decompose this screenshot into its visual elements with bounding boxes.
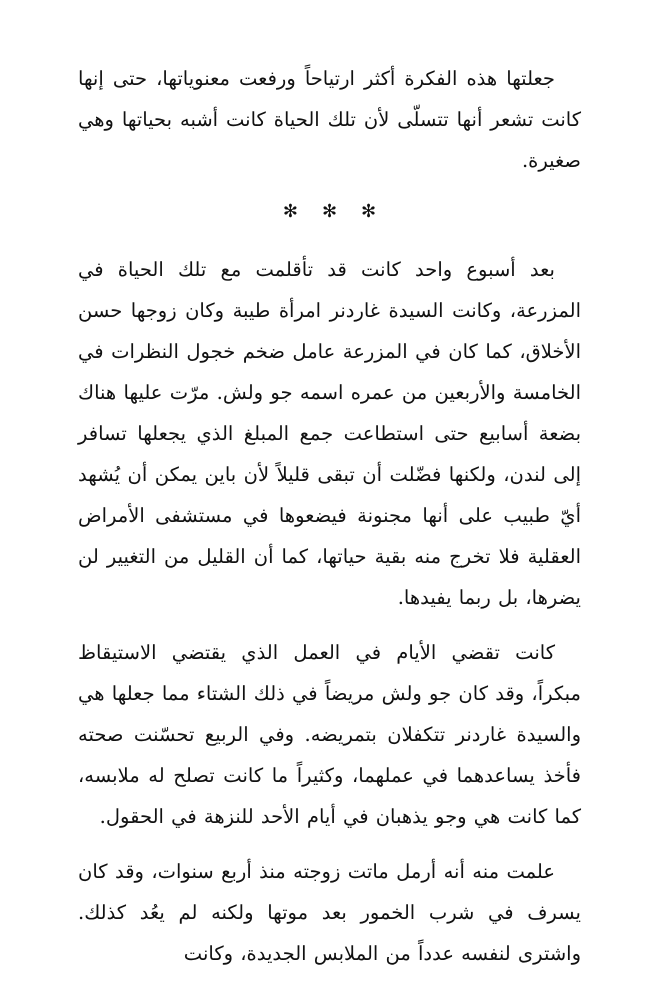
paragraph-1: جعلتها هذه الفكرة أكثر ارتياحاً ورفعت معنوياتها، حتى إنها كانت تشعر أنها تتسلّى لأن تلك الحياة كانت أشبه بحياتها وهي صغيرة. <box>78 67 581 172</box>
paragraph-gap <box>78 618 581 632</box>
separator-asterisk-icon: ✻ <box>282 201 298 222</box>
separator-asterisk-icon: ✻ <box>321 201 338 222</box>
paragraph-2: بعد أسبوع واحد كانت قد تأقلمت مع تلك الحياة في المزرعة، وكانت السيدة غاردنر امرأة طيبة وكان زوجها حسن الأخلاق، كما كان في المزرعة عامل ضخم خجول النظرات في الخامسة والأربعين من عمره اسمه جو ولش. مرّت عليها هناك بضعة أسابيع حتى استطاعت جمع المبلغ الذي يجعلها تسافر إلى لندن، ولكنها فضّلت أن تبقى قليلاً لأن باين يمكن أن يُشهد أيّ طبيب على أنها مجنونة فيضعوها في مستشفى الأمراض العقلية فلا تخرج منه بقية حياتها، كما أن القليل من التغيير لن يضرها، بل ربما يفيدها. <box>78 258 581 609</box>
paragraph-4: علمت منه أنه أرمل ماتت زوجته منذ أربع سنوات، وقد كان يسرف في شرب الخمور بعد موتها ولكنه لم يعُد كذلك. واشترى لنفسه عدداً من الملابس الجديدة، وكانت <box>78 860 581 965</box>
book-page <box>78 58 581 974</box>
separator-asterisk-icon: ✻ <box>361 201 377 222</box>
section-separator <box>78 197 581 227</box>
paragraph-3: كانت تقضي الأيام في العمل الذي يقتضي الاستيقاظ مبكراً، وقد كان جو ولش مريضاً في ذلك الشتاء مما جعلها هي والسيدة غاردنر تتكفلان بتمريضه. وفي الربيع تحسّنت صحته فأخذ يساعدهما في عملهما، وكثيراً ما كانت تصلح له ملابسه، كما كانت هي وجو يذهبان في أيام الأحد للنزهة في الحقول. <box>78 641 581 828</box>
paragraph-gap <box>78 837 581 851</box>
